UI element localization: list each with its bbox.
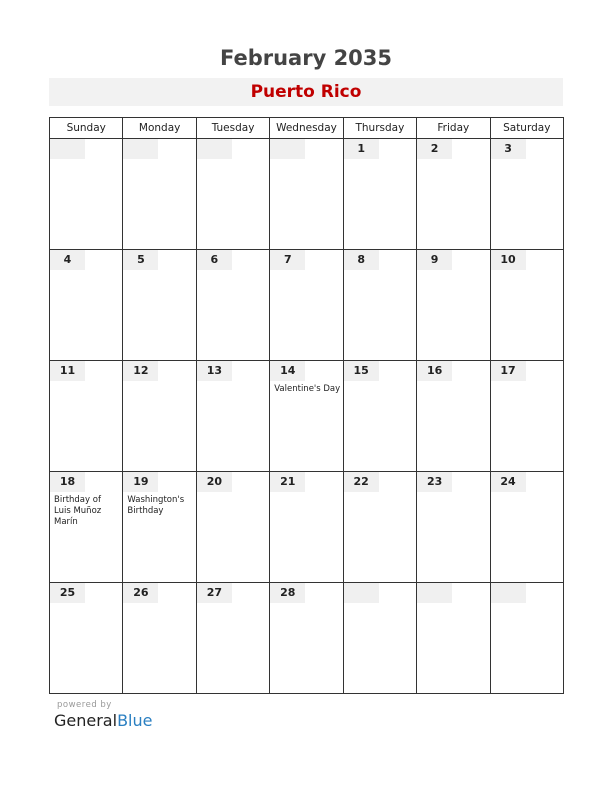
day-cell[interactable]	[123, 361, 196, 472]
day-number: 10	[491, 250, 526, 270]
day-number: 27	[197, 583, 232, 603]
week-row	[50, 472, 564, 583]
day-cell[interactable]	[50, 250, 123, 361]
weekday-header: Tuesday	[196, 118, 269, 139]
day-number: 23	[417, 472, 452, 492]
weekday-header: Monday	[123, 118, 196, 139]
weekday-header: Sunday	[50, 118, 123, 139]
day-cell[interactable]	[50, 139, 123, 250]
day-cell[interactable]	[417, 472, 490, 583]
day-cell[interactable]	[343, 250, 416, 361]
week-row	[50, 361, 564, 472]
day-cell[interactable]	[196, 139, 269, 250]
weekday-header: Friday	[417, 118, 490, 139]
day-cell[interactable]	[270, 583, 343, 694]
footer	[54, 700, 152, 730]
day-number: 26	[123, 583, 158, 603]
day-cell[interactable]	[417, 361, 490, 472]
day-cell[interactable]	[417, 583, 490, 694]
day-cell[interactable]	[490, 250, 563, 361]
day-cell[interactable]	[123, 583, 196, 694]
day-number	[417, 583, 452, 603]
day-number: 11	[50, 361, 85, 381]
page-title: February 2035	[219, 46, 393, 70]
day-cell[interactable]	[123, 472, 196, 583]
day-cell[interactable]	[343, 361, 416, 472]
calendar-grid	[49, 117, 564, 694]
holiday-label: Birthday of Luis Muñoz Marín	[54, 495, 102, 527]
day-cell[interactable]	[196, 472, 269, 583]
holiday-label: Washington's Birthday	[127, 495, 185, 516]
day-number: 5	[123, 250, 158, 270]
day-cell[interactable]	[270, 361, 343, 472]
day-number: 8	[344, 250, 379, 270]
day-cell[interactable]	[417, 250, 490, 361]
day-number: 22	[344, 472, 379, 492]
day-number: 9	[417, 250, 452, 270]
day-number: 28	[270, 583, 305, 603]
day-number: 20	[197, 472, 232, 492]
day-cell[interactable]	[123, 139, 196, 250]
day-number: 2	[417, 139, 452, 159]
day-cell[interactable]	[270, 250, 343, 361]
day-number: 15	[344, 361, 379, 381]
day-cell[interactable]	[490, 472, 563, 583]
day-number	[50, 139, 85, 159]
day-number: 3	[491, 139, 526, 159]
day-cell[interactable]	[417, 139, 490, 250]
day-number: 6	[197, 250, 232, 270]
day-number	[123, 139, 158, 159]
day-cell[interactable]	[343, 139, 416, 250]
day-number: 4	[50, 250, 85, 270]
powered-by-label: powered by	[57, 700, 112, 710]
day-cell[interactable]	[196, 250, 269, 361]
day-number: 7	[270, 250, 305, 270]
week-row	[50, 139, 564, 250]
day-number: 17	[491, 361, 526, 381]
day-cell[interactable]	[270, 472, 343, 583]
week-row	[50, 250, 564, 361]
day-number: 12	[123, 361, 158, 381]
day-cell[interactable]	[490, 583, 563, 694]
day-cell[interactable]	[270, 139, 343, 250]
day-number	[197, 139, 232, 159]
day-number: 19	[123, 472, 158, 492]
day-cell[interactable]	[490, 361, 563, 472]
holiday-label: Valentine's Day	[274, 384, 341, 394]
region-name: Puerto Rico	[250, 82, 362, 102]
day-cell[interactable]	[343, 583, 416, 694]
weekday-header: Saturday	[490, 118, 563, 139]
day-number: 25	[50, 583, 85, 603]
day-number: 1	[344, 139, 379, 159]
day-number	[344, 583, 379, 603]
brand-part1: General	[54, 711, 118, 730]
weekday-header: Wednesday	[270, 118, 343, 139]
day-number: 14	[270, 361, 305, 381]
day-cell[interactable]	[50, 583, 123, 694]
day-cell[interactable]	[50, 472, 123, 583]
day-number	[270, 139, 305, 159]
day-cell[interactable]	[196, 361, 269, 472]
day-number: 18	[50, 472, 85, 492]
weekday-header: Thursday	[343, 118, 416, 139]
region-banner	[49, 78, 563, 106]
brand-logo	[54, 711, 152, 730]
day-cell[interactable]	[123, 250, 196, 361]
day-cell[interactable]	[50, 361, 123, 472]
day-number: 21	[270, 472, 305, 492]
day-cell[interactable]	[343, 472, 416, 583]
brand-part2: Blue	[117, 711, 153, 730]
day-cell[interactable]	[196, 583, 269, 694]
day-number: 13	[197, 361, 232, 381]
day-cell[interactable]	[490, 139, 563, 250]
day-number: 24	[491, 472, 526, 492]
week-row	[50, 583, 564, 694]
day-number	[491, 583, 526, 603]
day-number: 16	[417, 361, 452, 381]
weekday-header-row	[50, 118, 564, 139]
